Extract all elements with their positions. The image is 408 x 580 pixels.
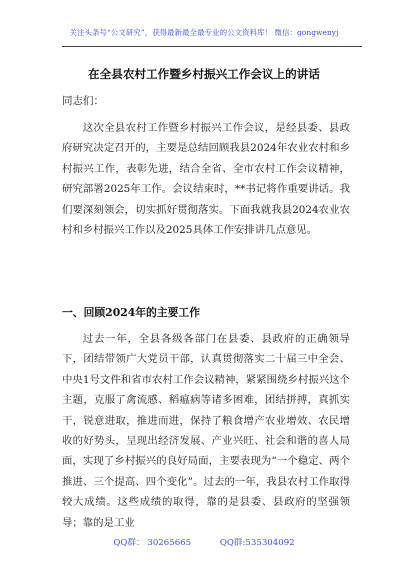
intro-section [62, 118, 350, 240]
section-1-body [62, 329, 350, 533]
section-1-paragraph: 过去一年，全县各级各部门在县委、县政府的正确领导下，团结带领广大党员干部，认真贯彻落实二十届三中全会、中央1号文件和省市农村工作会议精神，紧紧围绕乡村振兴这个主题，克服了禽流感、稻瘟病等诸多困难，团结拼搏，真抓实干，锐意进取，推进而进，保持了粮食增产农业增效、农民增收的好势头，呈现出经济发展、产业兴旺、社会和谐的喜人局面，实现了乡村振兴的良好局面，主要表现为“一个稳定、两个推进、三个提高、四个变化”。过去的一年，我县农村工作取得较大成绩。这些成绩的取得，靠的是县委、县政府的坚强领导；靠的是工业 [62, 333, 350, 529]
header-promo-note: 关注头条号“公文研究”，获得最新最全最专业的公文资料库！ 微信：gongwenyj [69, 28, 339, 37]
section-heading-review-2024: 一、回顾2024年的主要工作 [62, 306, 201, 319]
document-title: 在全县农村工作暨乡村振兴工作会议上的讲话 [88, 67, 320, 81]
intro-paragraph: 这次全县农村工作暨乡村振兴工作会议，是经县委、县政府研究决定召开的，主要是总结回顾我县2024年农业农村和乡村振兴工作，表彰先进，结合全省、全市农村工作会议精神，研究部署2025年工作。会议结束时，**书记将作重要讲话。我们要深刻领会，切实抓好贯彻落实。下面我就我县2024农业农村和乡村振兴工作以及2025具体工作安排讲几点意见。 [62, 122, 350, 237]
salutation: 同志们： [62, 95, 104, 107]
header-divider [62, 46, 362, 47]
footer-qq-group-2: QQ群:535304092 [219, 538, 295, 548]
footer-qq-group-1: QQ群： 30265665 [113, 538, 192, 548]
footer-contact [0, 536, 408, 548]
